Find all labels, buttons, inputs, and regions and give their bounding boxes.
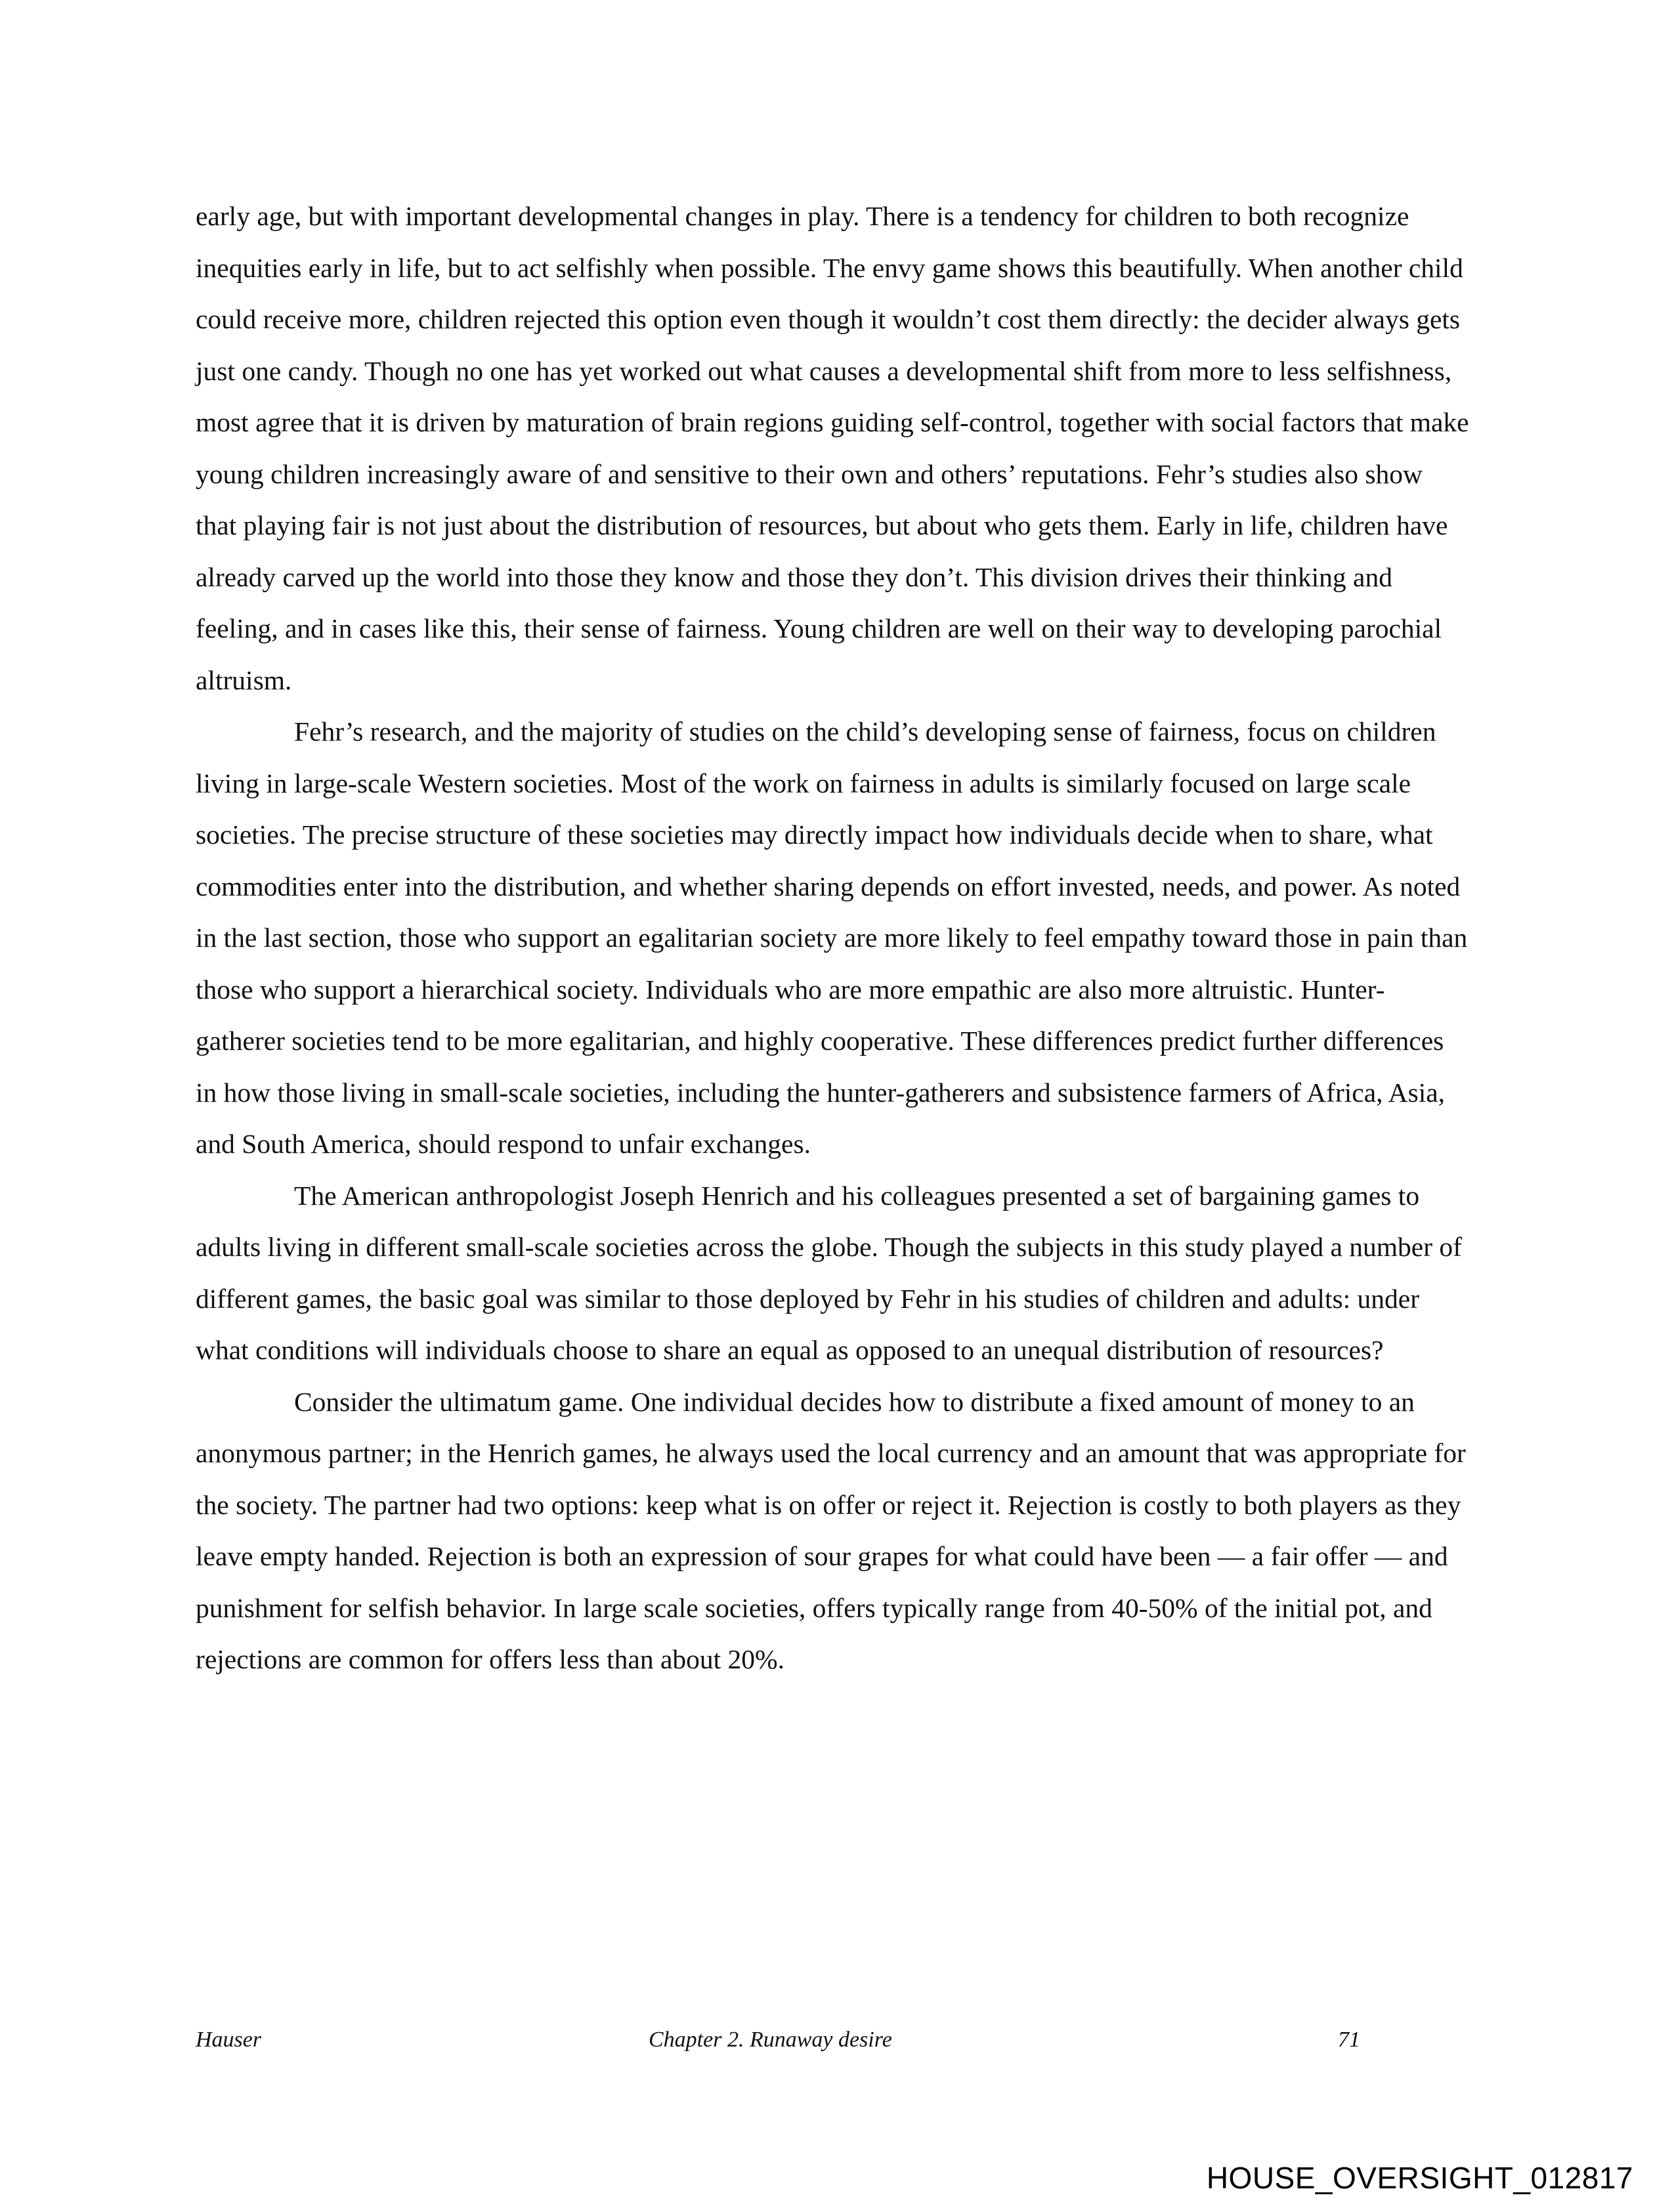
paragraph-4: Consider the ultimatum game. One individual decides how to distribute a fixed amount of money to an anonymous partner; in the Henrich games, he always used the local currency and an amount that was appropriate for the society. The partner had two options: keep what is on offer or reject it. Rejection is costly to both players as they leave empty handed. Rejection is both an expression of sour grapes for what could have been — a fair offer — and punishment for selfish behavior. In large scale societies, offers typically range from 40-50% of the initial pot, and rejections are common for offers less than about 20%. — [196, 1386, 1466, 1674]
footer-author: Hauser — [196, 2028, 262, 2052]
paragraph-1: early age, but with important developmental changes in play. There is a tendency for children to both recognize inequities early in life, but to act selfishly when possible. The envy game shows this beautifully. When another child could receive more, children rejected this option even though it wouldn’t cost them directly: the decider always gets just one candy. Though no one has yet worked out what causes a developmental shift from more to less selfishness, most agree that it is driven by maturation of brain regions guiding self-control, together with social factors that make young children increasingly aware of and sensitive to their own and others’ reputations. Fehr’s studies also show that playing fair is not just about the distribution of resources, but about who gets them. Early in life, children have already carved up the world into those they know and those they don’t. This division drives their thinking and feeling, and in cases like this, their sense of fairness. Young children are well on their way to developing parochial altruism. — [196, 201, 1469, 695]
paragraph-3: The American anthropologist Joseph Henrich and his colleagues presented a set of bargaining games to adults living in different small-scale societies across the globe. Though the subjects in this study played a number of different games, the basic goal was similar to those deployed by Fehr in his studies of children and adults: under what conditions will individuals choose to share an equal as opposed to an unequal distribution of resources? — [196, 1180, 1462, 1365]
paragraph-2: Fehr’s research, and the majority of studies on the child’s developing sense of fairness, focus on children living in large-scale Western societies. Most of the work on fairness in adults is similarly focused on large scale societies. The precise structure of these societies may directly impact how individuals decide when to share, what commodities enter into the distribution, and whether sharing depends on effort invested, needs, and power. As noted in the last section, those who support an egalitarian society are more likely to feel empathy toward those in pain than those who support a hierarchical society. Individuals who are more empathic are also more altruistic. Hunter-gatherer societies tend to be more egalitarian, and highly cooperative. These differences predict further differences in how those living in small-scale societies, including the hunter-gatherers and subsistence farmers of Africa, Asia, and South America, should respond to unfair exchanges. — [196, 716, 1468, 1159]
footer-chapter-title: Chapter 2. Runaway desire — [649, 2028, 892, 2052]
bates-stamp: HOUSE_OVERSIGHT_012817 — [1206, 2161, 1633, 2195]
footer-page-number: 71 — [1338, 2028, 1360, 2052]
body-text — [196, 190, 1469, 1685]
